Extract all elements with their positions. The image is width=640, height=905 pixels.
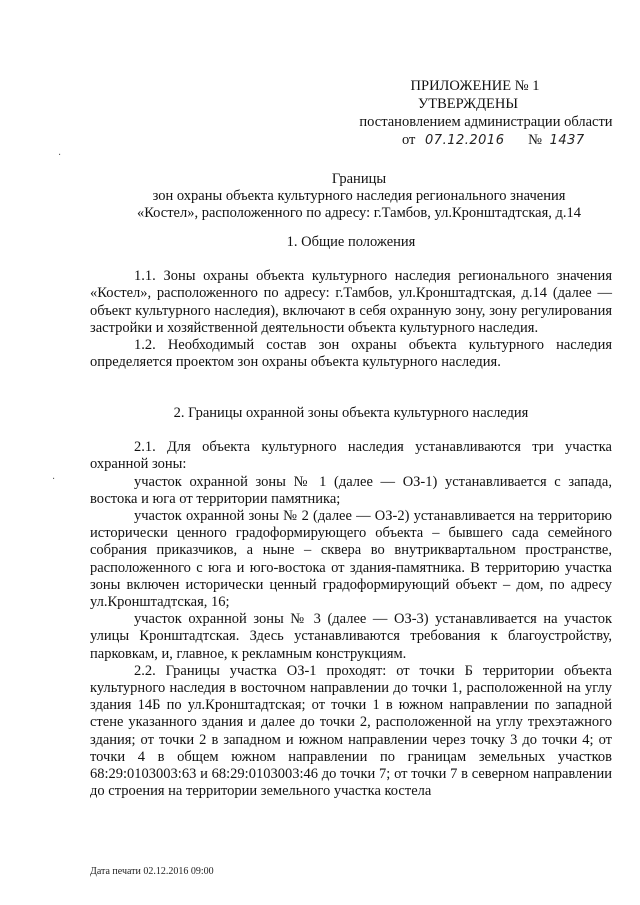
paragraph-2-1: 2.1. Для объекта культурного наследия устанавливаются три участка охранной зоны: [90, 439, 612, 473]
resolution-label: постановлением администрации области [359, 114, 613, 130]
approved-label: УТВЕРЖДЕНЫ [417, 96, 519, 112]
from-label: от [402, 132, 416, 148]
appendix-label: ПРИЛОЖЕНИЕ № 1 [410, 78, 540, 94]
handwritten-number: 1437 [549, 133, 585, 148]
paragraph-1-2: 1.2. Необходимый состав зон охраны объекта культурного наследия определяется проектом зон охраны объекта культурного наследия. [90, 337, 612, 371]
section-1-heading: 1. Общие положения [286, 234, 416, 250]
section-2 [90, 405, 612, 800]
print-date: Дата печати 02.12.2016 09:00 [90, 866, 214, 877]
paragraph-oz-3: участок охранной зоны № 3 (далее — ОЗ-3) устанавливается на участок улицы Кронштадтская. Здесь устанавливаются требования к благоустройству, парковкам, и, главное, к рекламным конструкциям. [90, 611, 612, 662]
section-1 [90, 234, 612, 371]
title-line-3: «Костел», расположенного по адресу: г.Тамбов, ул.Кронштадтская, д.14 [136, 205, 582, 221]
title-line-2: зон охраны объекта культурного наследия регионального значения [152, 188, 566, 204]
paragraph-1-1: 1.1. Зоны охраны объекта культурного наследия регионального значения «Костел», расположенного по адресу: г.Тамбов, ул.Кронштадтская, д.14 (далее — объект культурного наследия), включают в себя охранную зону, зону регулирования застройки и хозяйственной деятельности объекта культурного наследия. [90, 268, 612, 336]
resolution-date-line [402, 132, 585, 149]
document-title [90, 171, 628, 222]
number-label: № [528, 132, 542, 148]
title-line-1: Границы [331, 171, 387, 187]
handwritten-date: 07.12.2016 [425, 133, 505, 148]
paragraph-2-2: 2.2. Границы участка ОЗ-1 проходят: от точки Б территории объекта культурного наследия в восточном направлении до точки 1, расположенной на углу здания 14Б по ул.Кронштадтская; от точки 1 в южном направлении по западной стене указанного здания и далее до точки 2, расположенной на углу трехэтажного здания; от точки 2 в западном и южном направлении через точку 3 до точки 4; от точки 4 в общем южном направлении по границам земельных участков 68:29:0103003:63 и 68:29:0103003:46 до точки 7; от точки 7 в северном направлении до строения на территории земельного участка костела [90, 662, 612, 800]
scan-mark-1: · [58, 150, 62, 161]
scan-mark-2: · [52, 474, 56, 485]
paragraph-oz-1: участок охранной зоны № 1 (далее — ОЗ-1) устанавливается с запада, востока и юга от территории памятника; [90, 473, 612, 507]
section-2-heading: 2. Границы охранной зоны объекта культурного наследия [173, 405, 529, 421]
paragraph-oz-2: участок охранной зоны № 2 (далее — ОЗ-2) устанавливается на территорию исторически ценного градоформирующего объекта – бывшего сада семейного собрания приказчиков, а ныне – сквера во внутриквартальном пространстве, расположенного с юга и юго-востока от здания-памятника. В территорию участка зоны включен исторически ценный градоформирующий объект – дом, по адресу ул.Кронштадтская, 16; [90, 508, 612, 611]
